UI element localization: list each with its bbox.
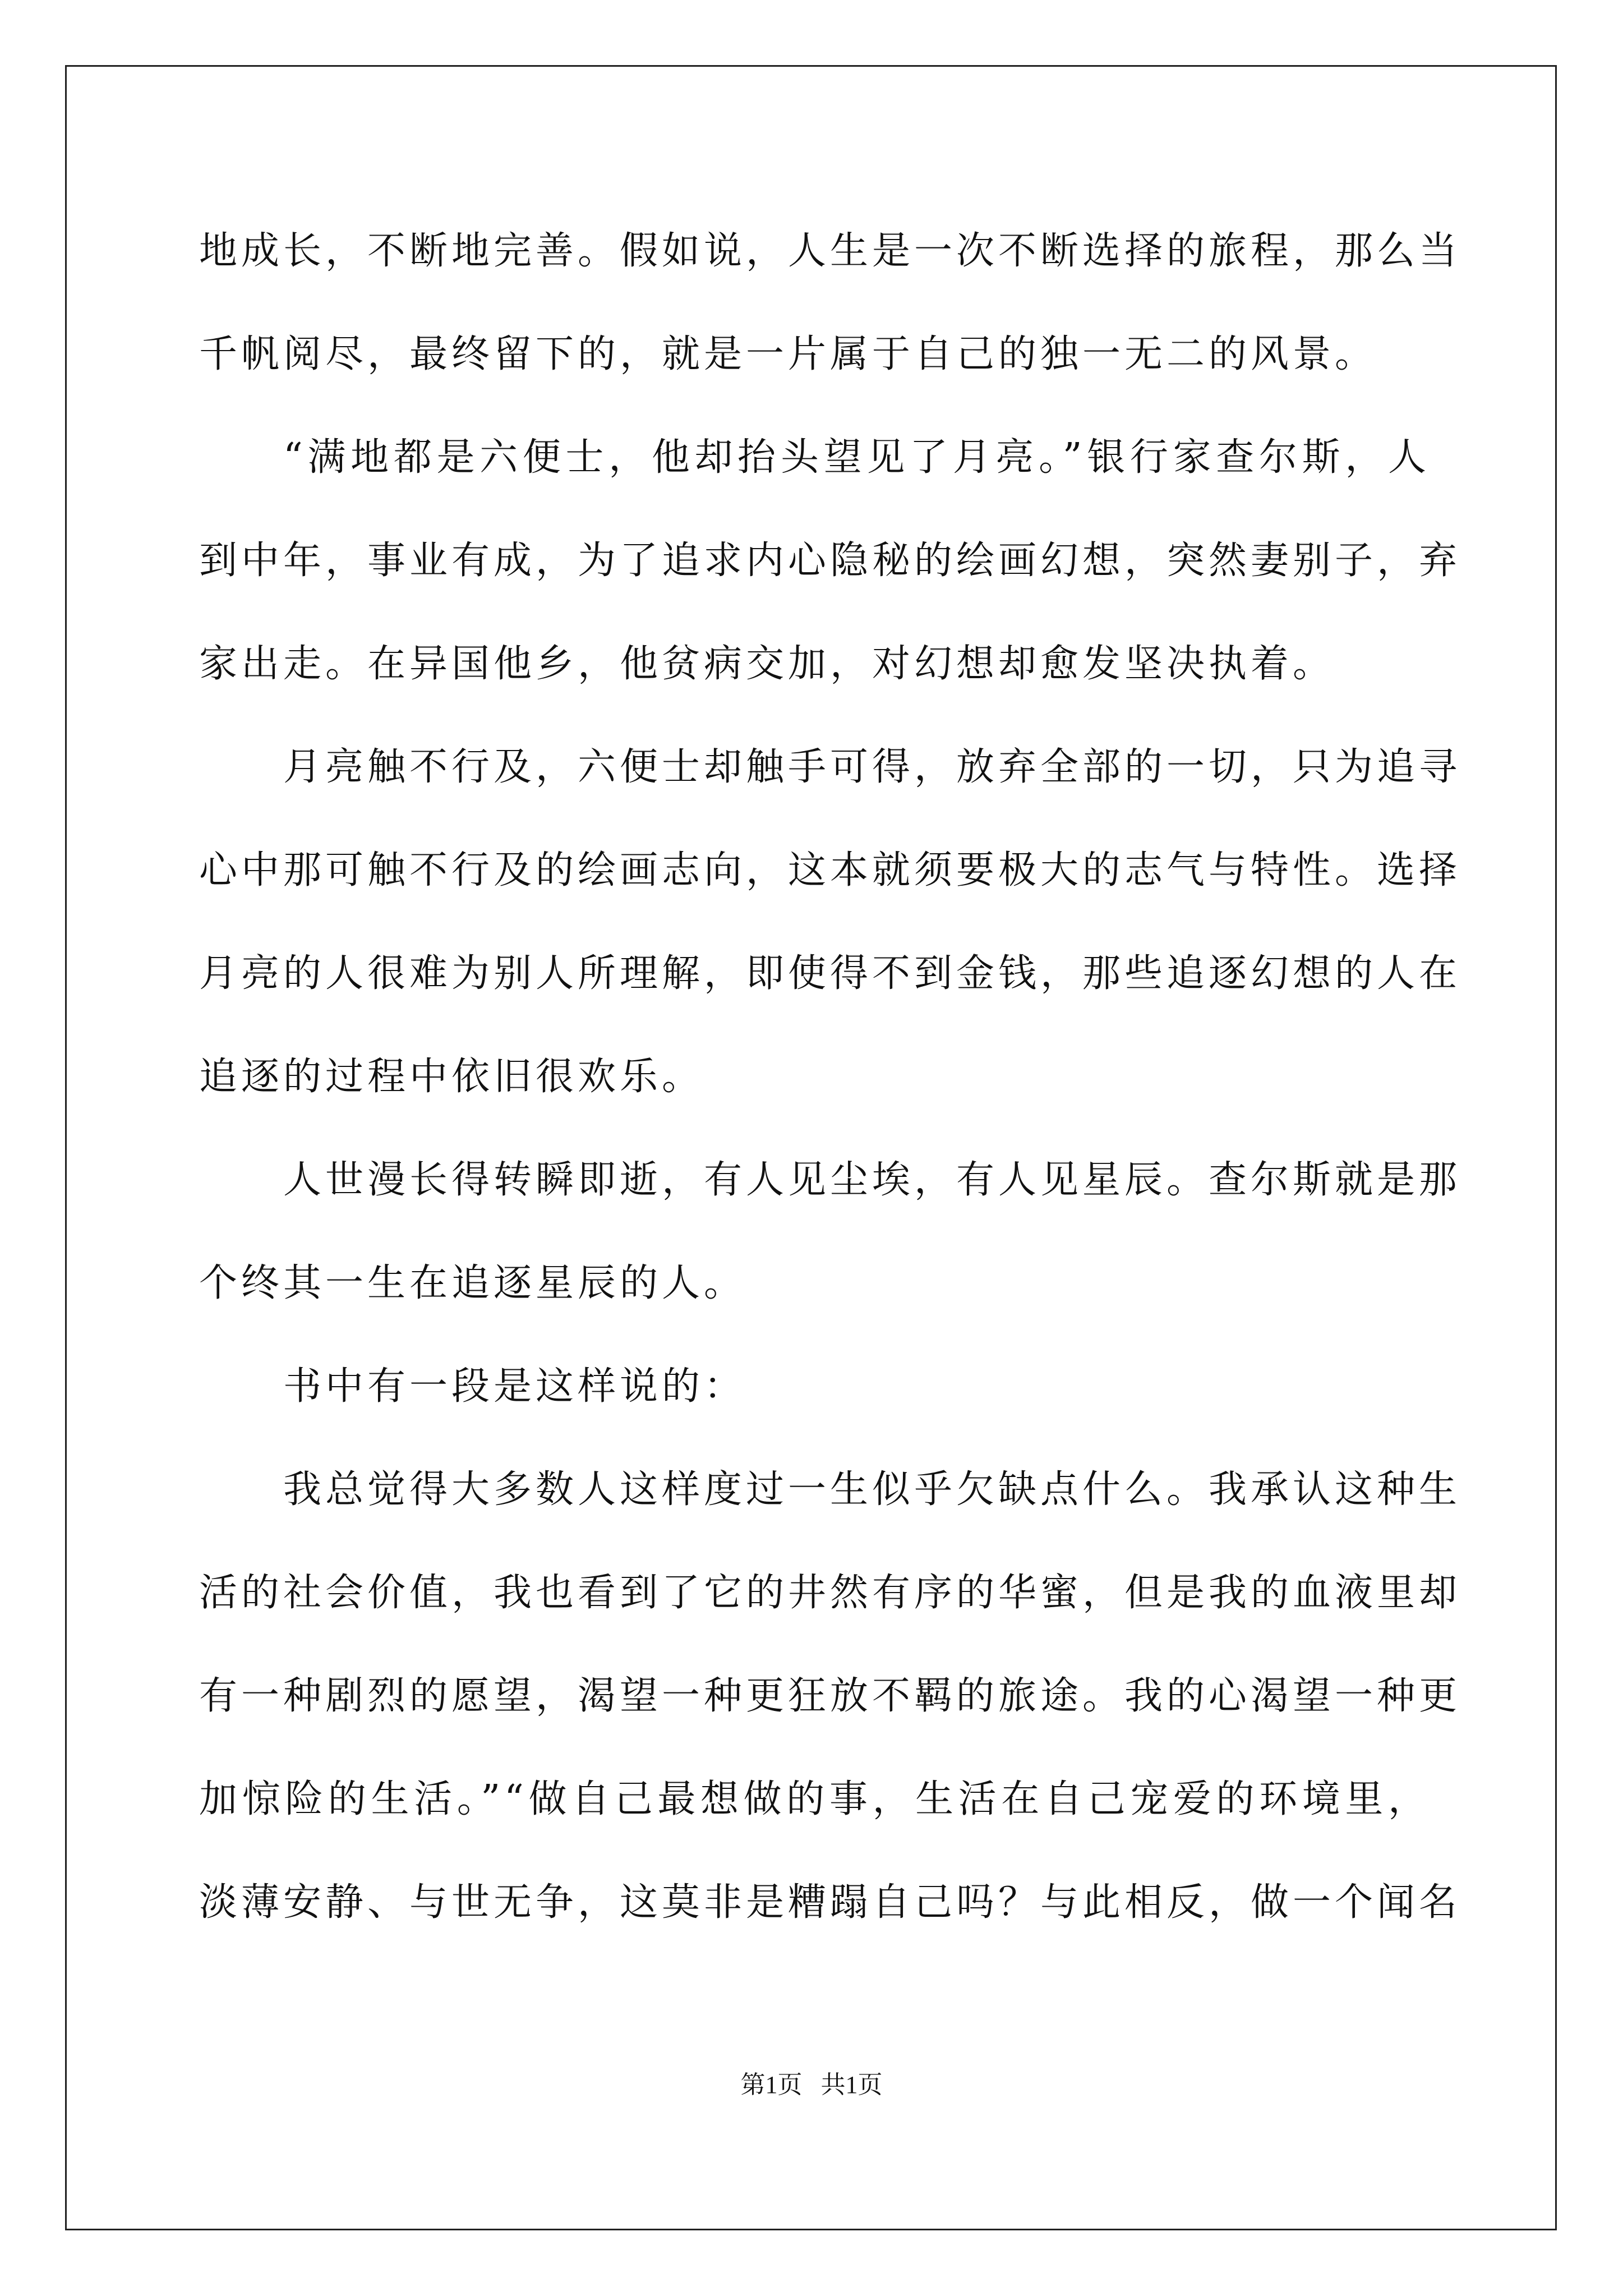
text-line-13: 我总觉得大多数人这样度过一生似乎欠缺点什么。我承认这种生	[283, 1467, 1461, 1512]
text-line-4: 到中年，事业有成，为了追求内心隐秘的绘画幻想，突然妻别子，弃	[199, 539, 1461, 583]
text-line-7: 心中那可触不行及的绘画志向，这本就须要极大的志气与特性。选择	[199, 848, 1461, 892]
text-line-10: 人世漫长得转瞬即逝，有人见尘埃，有人见星辰。查尔斯就是那	[283, 1158, 1461, 1202]
text-line-5: 家出走。在异国他乡，他贫病交加，对幻想却愈发坚决执着。	[199, 642, 1335, 686]
text-line-2: 千帆阅尽，最终留下的，就是一片属于自己的独一无二的风景。	[199, 332, 1377, 376]
text-line-3: “满地都是六便士，他却抬头望见了月亮。”银行家查尔斯，人	[283, 435, 1430, 480]
text-line-15: 有一种剧烈的愿望，渴望一种更狂放不羁的旅途。我的心渴望一种更	[199, 1674, 1461, 1718]
text-line-11: 个终其一生在追逐星辰的人。	[199, 1261, 746, 1305]
text-line-14: 活的社会价值，我也看到了它的井然有序的华蜜，但是我的血液里却	[199, 1571, 1461, 1615]
text-line-16: 加惊险的生活。”“做自己最想做的事，生活在自己宠爱的环境里，	[199, 1777, 1430, 1821]
text-line-12: 书中有一段是这样说的：	[283, 1364, 746, 1409]
text-line-9: 追逐的过程中依旧很欢乐。	[199, 1055, 704, 1099]
text-line-8: 月亮的人很难为别人所理解，即使得不到金钱，那些追逐幻想的人在	[199, 951, 1461, 996]
page-number-footer: 第1页 共1页	[740, 2071, 883, 2099]
text-line-6: 月亮触不行及，六便士却触手可得，放弃全部的一切，只为追寻	[283, 745, 1461, 789]
text-line-17: 淡薄安静、与世无争，这莫非是糟蹋自己吗？与此相反，做一个闻名	[199, 1880, 1461, 1925]
text-line-1: 地成长，不断地完善。假如说，人生是一次不断选择的旅程，那么当	[199, 229, 1461, 273]
document-body	[199, 200, 1461, 1954]
